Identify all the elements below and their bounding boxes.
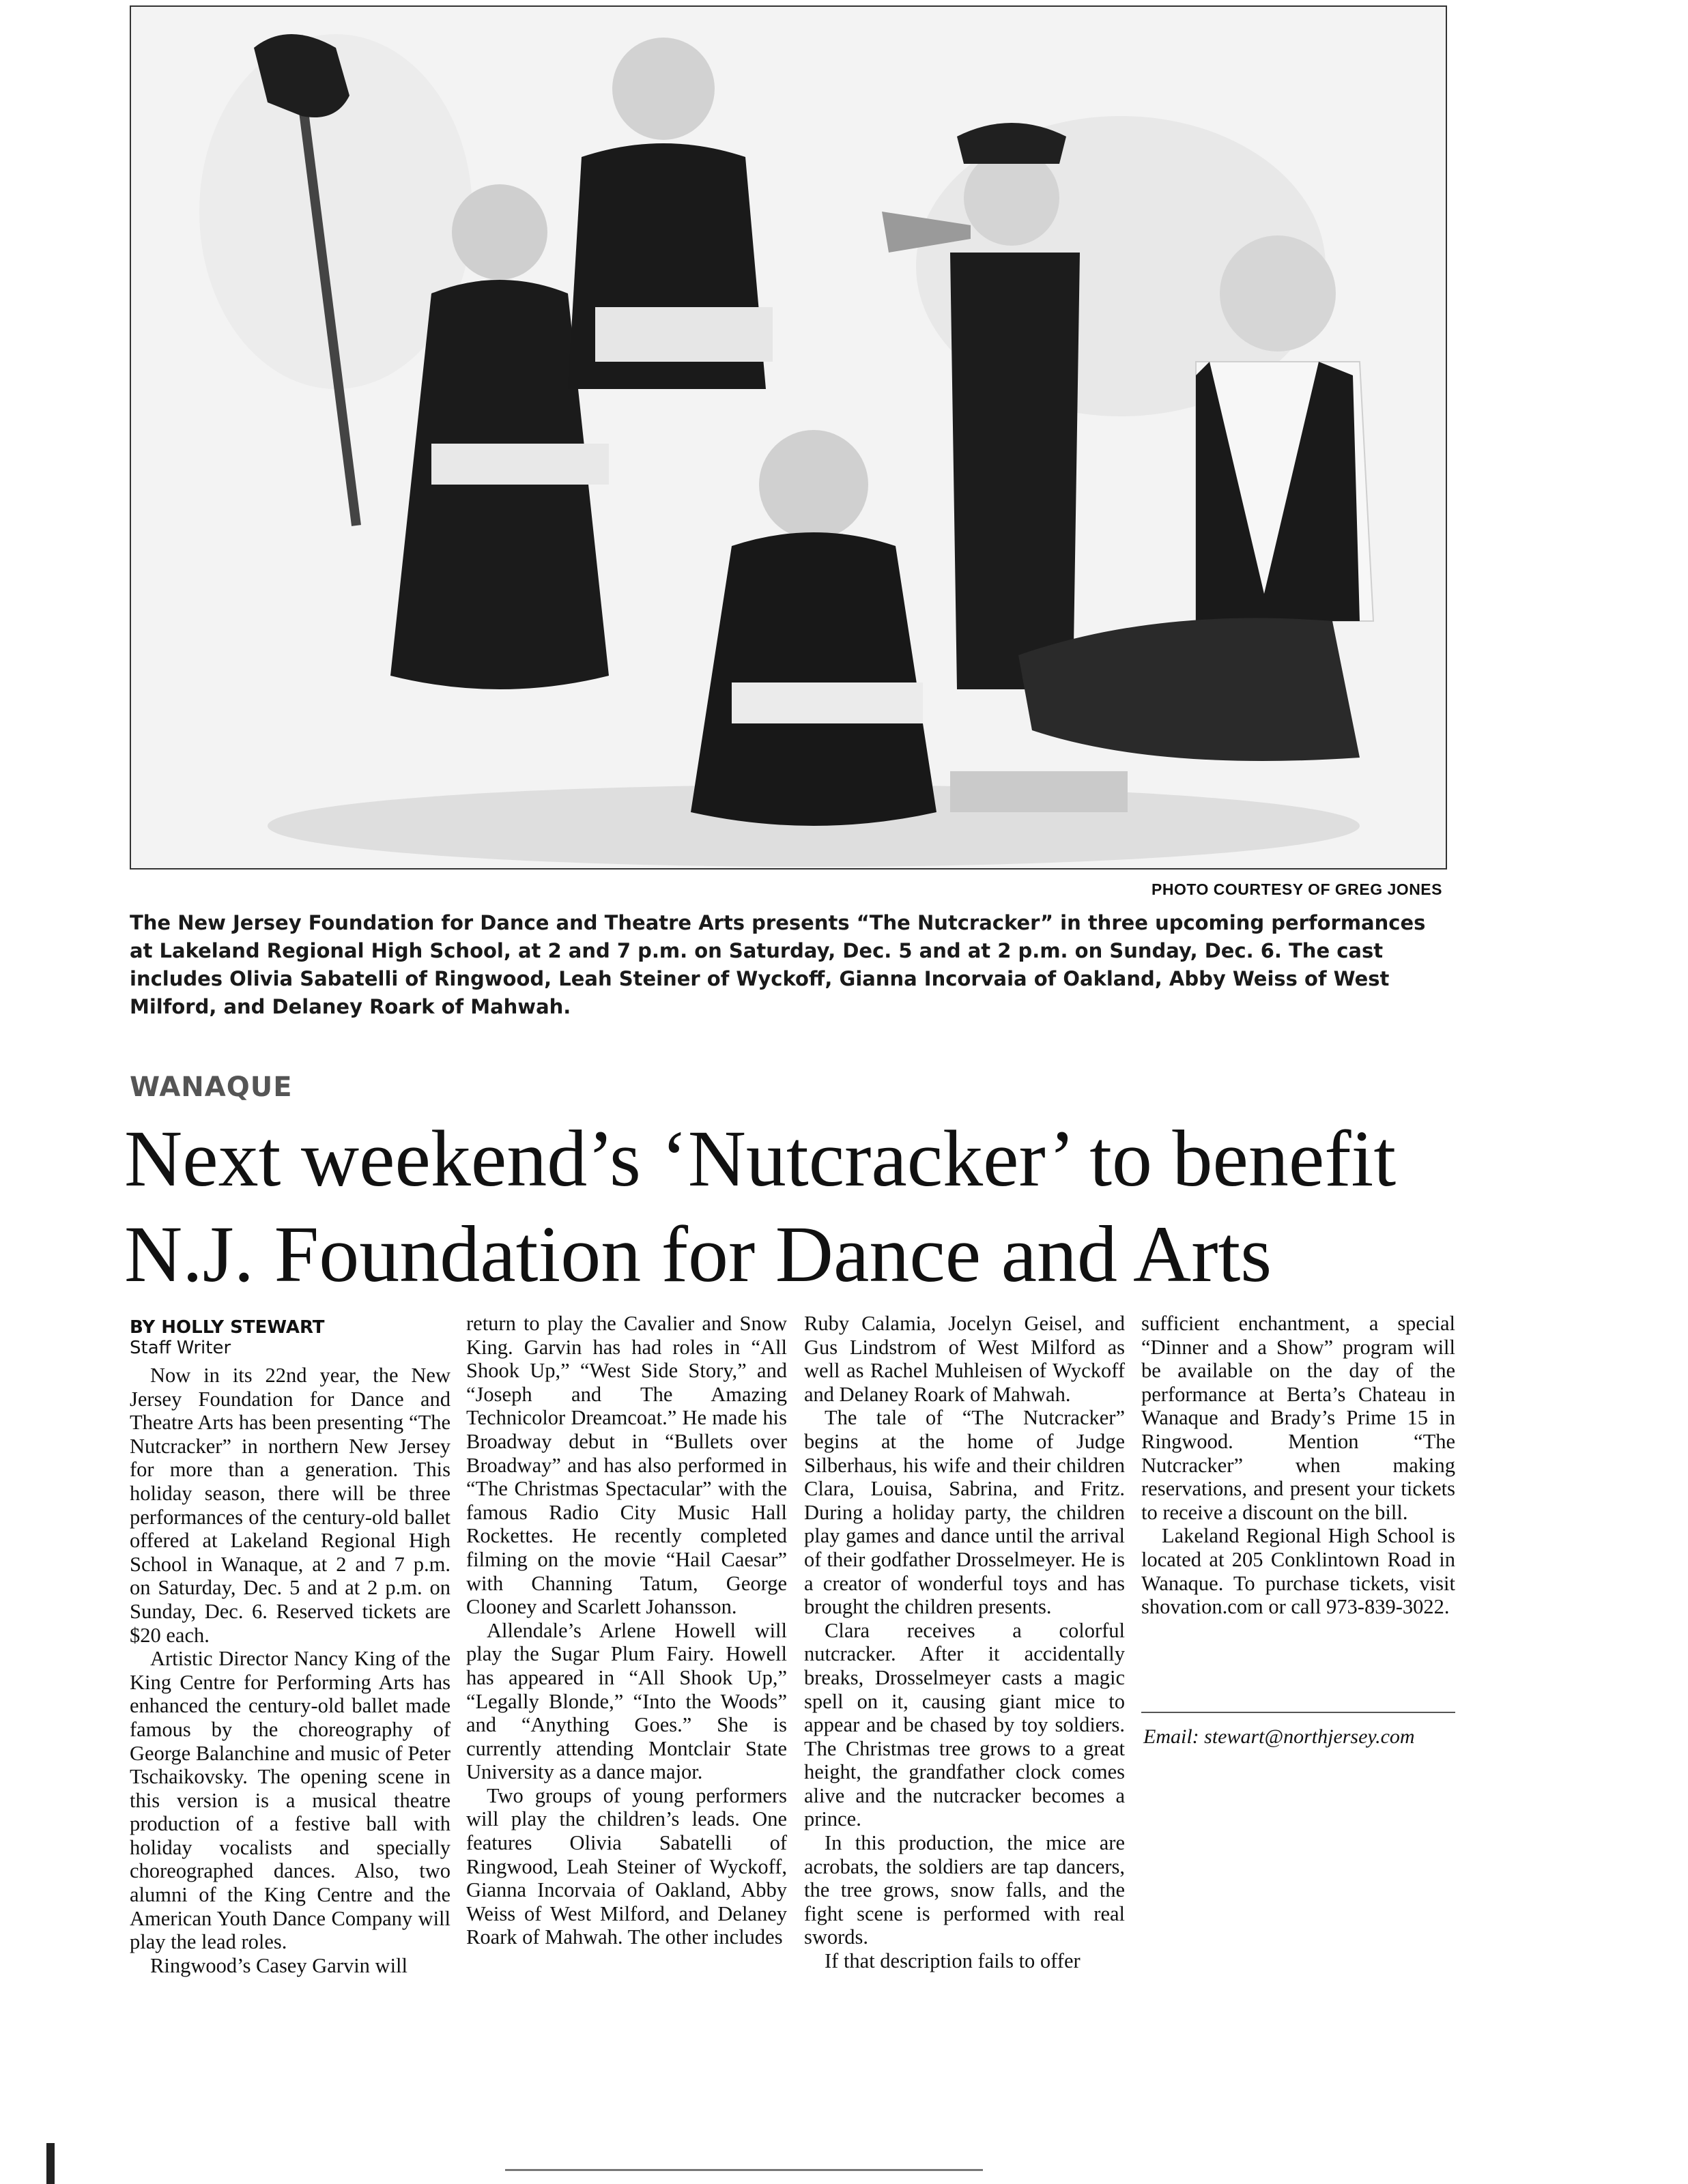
author-title: Staff Writer <box>130 1338 231 1358</box>
article-body <box>0 1312 1688 2165</box>
author-email: Email: stewart@northjersey.com <box>1143 1725 1415 1748</box>
paragraph: Artistic Director Nancy King of the King Centre for Performing Arts has enhanced the century-old ballet made famous by the choreography of George Balanchine and music of Peter Tschaikovsky. The opening scene in this version is a musical theatre production of a festive ball with holiday vocalists and specially choreographed dances. Also, two alumni of the King Centre and the American Youth Dance Company will play the lead roles. <box>130 1647 450 1954</box>
paragraph: Allendale’s Arlene Howell will play the Sugar Plum Fairy. Howell has appeared in “All Shook Up,” “Legally Blonde,” “Into the Woods” and “Anything Goes.” She is currently attending Montclair State University as a dance major. <box>466 1618 787 1784</box>
paragraph: return to play the Cavalier and Snow King. Garvin has had roles in “All Shook Up,” “West Side Story,” and “Joseph and The Amazing Technicolor Dreamcoat.” He made his Broadway debut in “Bullets over Broadway” and has also performed in “The Christmas Spectacular” with the famous Radio City Music Hall Rockettes. He recently completed filming on the movie “Hail Caesar” with Channing Tatum, George Clooney and Scarlett Johansson. <box>466 1312 787 1619</box>
paragraph: Lakeland Regional High School is located at 205 Conklintown Road in Wanaque. To purchase tickets, visit shovation.com or call 973-839-3022. <box>1141 1524 1455 1619</box>
author-name: BY HOLLY STEWART <box>130 1317 325 1338</box>
column-rule <box>1141 1712 1455 1713</box>
paragraph: Clara receives a colorful nutcracker. After it accidentally breaks, Drosselmeyer casts a magic spell on it, causing giant mice to appear and be chased by toy soldiers. The Christmas tree grows to a great height, the grandfather clock comes alive and the nutcracker becomes a prince. <box>804 1618 1125 1831</box>
dancers-illustration <box>131 7 1446 868</box>
paragraph: Now in its 22nd year, the New Jersey Foundation for Dance and Theatre Arts has been presenting “The Nutcracker” in northern New Jersey for more than a generation. This holiday season, there will be three performances of the century-old ballet offered at Lakeland Regional High School in Wanaque, at 2 and 7 p.m. on Saturday, Dec. 5 and at 2 p.m. on Sunday, Dec. 6. Reserved tickets are $20 each. <box>130 1364 450 1647</box>
scan-mark <box>505 2169 983 2171</box>
photo-credit: PHOTO COURTESY OF GREG JONES <box>1151 880 1442 898</box>
column-3 <box>804 1312 1125 1973</box>
headline-line-2: N.J. Foundation for Dance and Arts <box>124 1209 1272 1299</box>
scan-mark <box>46 2143 55 2184</box>
column-1 <box>130 1364 450 1977</box>
article-photo <box>130 5 1447 870</box>
section-kicker: WANAQUE <box>130 1072 293 1103</box>
photo-caption: The New Jersey Foundation for Dance and Theatre Arts presents “The Nutcracker” in three upcoming performances at Lakeland Regional High School, at 2 and 7 p.m. on Saturday, Dec. 5 and at 2 p.m. on Sunday, Dec. 6. The cast includes Olivia Sabatelli of Ringwood, Leah Steiner of Wyckoff, Gianna Incorvaia of Oakland, Abby Weiss of West Milford, and Delaney Roark of Mahwah. <box>130 911 1426 1018</box>
paragraph: Ruby Calamia, Jocelyn Geisel, and Gus Lindstrom of West Milford as well as Rachel Muhleisen of Wyckoff and Delaney Roark of Mahwah. <box>804 1312 1125 1406</box>
column-4 <box>1141 1312 1455 1619</box>
paragraph: Ringwood’s Casey Garvin will <box>150 1953 407 1977</box>
paragraph: If that description fails to offer <box>825 1949 1081 1973</box>
headline <box>124 1111 1489 1302</box>
column-2 <box>466 1312 787 1949</box>
paragraph: The tale of “The Nutcracker” begins at the home of Judge Silberhaus, his wife and their children Clara, Louisa, Sabrina, and Fritz. During a holiday party, the children play games and dance until the arrival of their godfather Drosselmeyer. He is a creator of wonderful toys and has brought the children presents. <box>804 1406 1125 1619</box>
paragraph: Two groups of young performers will play the children’s leads. One features Olivia Sabatelli of Ringwood, Leah Steiner of Wyckoff, Gianna Incorvaia of Oakland, Abby Weiss of West Milford, and Delaney Roark of Mahwah. The other includes <box>466 1783 787 1949</box>
headline-line-1: Next weekend’s ‘Nutcracker’ to benefit <box>124 1114 1397 1203</box>
paragraph: In this production, the mice are acrobats, the soldiers are tap dancers, the tree grows, snow falls, and the fight scene is performed with real swords. <box>804 1831 1125 1949</box>
paragraph: sufficient enchantment, a special “Dinner and a Show” program will be available on the day of the performance at Berta’s Chateau in Wanaque and Brady’s Prime 15 in Ringwood. Mention “The Nutcracker” when making reservations, and present your tickets to receive a discount on the bill. <box>1141 1312 1455 1524</box>
